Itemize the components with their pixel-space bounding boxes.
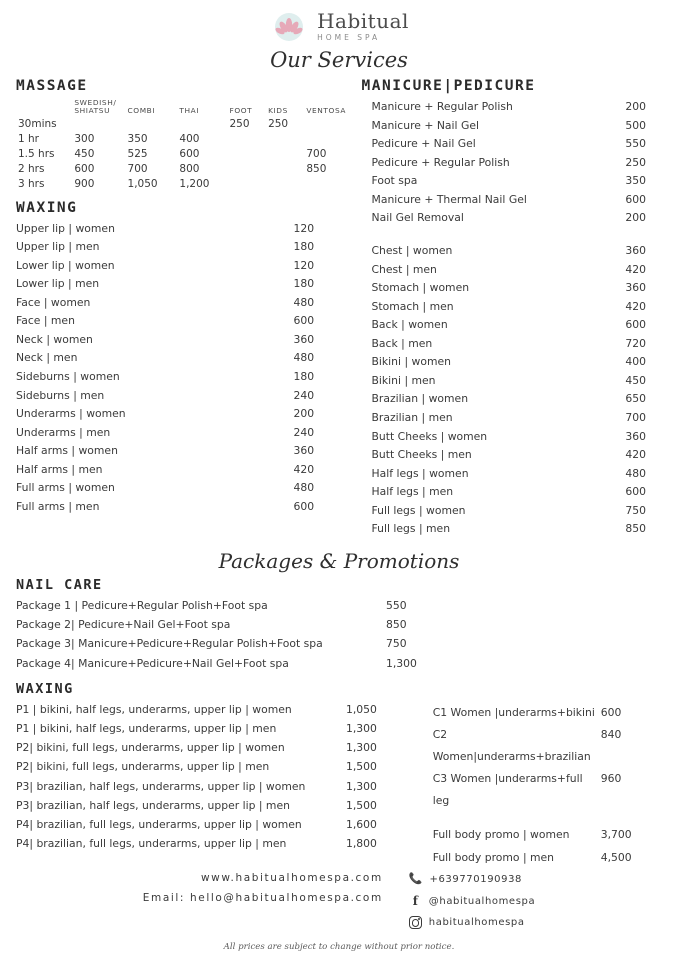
list-item [372, 390, 662, 409]
list-item [372, 353, 662, 372]
list-item [16, 349, 356, 368]
service-name: Bikini | women [371, 355, 451, 369]
list-item [16, 834, 433, 853]
list-item [372, 261, 662, 280]
service-price: 180 [293, 277, 315, 291]
facebook-line [409, 890, 535, 913]
phone-number[interactable]: +639770190938 [429, 874, 523, 886]
nail-care-heading: NAIL CARE [16, 576, 103, 593]
list-item [433, 724, 662, 768]
instagram-line [409, 913, 535, 932]
package-name: P2| bikini, full legs, underarms, upper lip | women [16, 741, 285, 755]
massage-table [16, 97, 356, 192]
table-row [16, 132, 356, 147]
list-item [372, 316, 662, 335]
cell-kids [266, 132, 304, 147]
service-name: Sideburns | men [16, 388, 105, 402]
service-price: 180 [293, 370, 315, 384]
service-name: Face | men [16, 314, 75, 328]
list-item [372, 465, 662, 484]
service-price: 200 [625, 211, 646, 225]
service-name: Half arms | men [16, 462, 103, 476]
package-price: 1,300 [346, 721, 377, 735]
service-name: Chest | women [371, 243, 453, 257]
list-item [372, 98, 662, 117]
facebook-icon: f [412, 894, 418, 909]
list-item [372, 409, 662, 428]
service-price: 480 [625, 466, 646, 480]
cell-thai: 1,200 [179, 178, 210, 191]
cell-kids [266, 162, 304, 177]
service-price: 550 [625, 137, 646, 151]
service-price: 600 [625, 485, 646, 499]
service-name: Full arms | men [16, 499, 100, 513]
service-name: Manicure + Nail Gel [371, 118, 479, 132]
service-name: Back | men [371, 336, 433, 350]
waxing-right-list [362, 242, 662, 539]
service-name: Nail Gel Removal [371, 211, 464, 225]
list-item [16, 738, 433, 757]
list-item [372, 520, 662, 539]
service-name: Butt Cheeks | men [371, 448, 472, 462]
package-name: P4| brazilian, full legs, underarms, upper lip | men [16, 837, 287, 851]
package-price: 1,500 [346, 760, 377, 774]
service-price: 360 [625, 243, 646, 257]
service-price: 720 [625, 336, 646, 350]
service-name: Neck | women [16, 332, 93, 346]
package-price: 850 [386, 618, 407, 632]
list-item [16, 796, 433, 815]
cell-combi: 700 [127, 163, 148, 176]
promo-price: 3,700 [600, 828, 632, 842]
cell-kids [266, 147, 304, 162]
package-price: 1,800 [346, 837, 377, 851]
package-name: P3| brazilian, half legs, underarms, upper lip | women [16, 779, 306, 793]
service-price: 650 [625, 392, 646, 406]
list-item [372, 446, 662, 465]
list-item [16, 312, 356, 331]
cell-swedish: 900 [74, 178, 95, 191]
services-columns [0, 78, 678, 539]
service-price: 250 [625, 155, 646, 169]
service-name: Pedicure + Nail Gel [371, 137, 476, 151]
package-price: 1,050 [346, 702, 377, 716]
list-item [372, 372, 662, 391]
list-item [433, 768, 662, 812]
combo-name: C3 Women |underarms+full leg [432, 772, 583, 808]
list-item [372, 428, 662, 447]
cell-foot [227, 147, 266, 162]
cell-foot: 250 [229, 118, 250, 131]
table-row [16, 177, 356, 192]
list-item [372, 298, 662, 317]
waxing-left-list [16, 220, 356, 517]
duration-label: 1.5 hrs [18, 148, 55, 161]
package-name: P1 | bikini, half legs, underarms, upper lip | men [16, 721, 277, 735]
list-item [16, 498, 356, 517]
service-name: Upper lip | women [16, 221, 115, 235]
email-text[interactable]: Email: hello@habitualhomespa.com [142, 892, 383, 905]
combo-name: C2 Women|underarms+brazilian [432, 727, 591, 763]
list-item [372, 209, 662, 228]
cell-combi: 1,050 [127, 178, 158, 191]
list-item [16, 461, 356, 480]
promo-price: 4,500 [600, 850, 632, 864]
list-item [16, 387, 356, 406]
service-price: 750 [625, 503, 646, 517]
right-column [356, 78, 662, 539]
cell-ventosa [304, 132, 355, 147]
cell-foot [227, 132, 266, 147]
list-item [372, 502, 662, 521]
service-name: Full legs | women [371, 503, 466, 517]
list-item [16, 294, 356, 313]
duration-label: 30mins [18, 118, 57, 131]
duration-label: 3 hrs [18, 178, 45, 191]
service-name: Upper lip | men [16, 240, 100, 254]
list-item [16, 479, 356, 498]
list-item [16, 368, 356, 387]
package-name: P4| brazilian, full legs, underarms, upper lip | women [16, 817, 302, 831]
cell-thai: 600 [179, 148, 200, 161]
package-name: Package 4| Manicure+Pedicure+Nail Gel+Foot spa [16, 656, 289, 670]
combo-promo-list [433, 700, 662, 869]
list-item [16, 596, 662, 615]
page-title: Our Services [270, 48, 408, 72]
service-price: 420 [625, 299, 646, 313]
service-price: 600 [293, 314, 315, 328]
list-item [16, 275, 356, 294]
col-thai: THAI [179, 106, 200, 116]
service-price: 120 [293, 221, 315, 235]
footer-contact-left [143, 869, 383, 909]
waxing-packages-heading: WAXING [16, 680, 74, 697]
list-item [16, 405, 356, 424]
list-item [16, 700, 433, 719]
list-item [16, 238, 356, 257]
service-name: Lower lip | men [16, 277, 100, 291]
service-name: Sideburns | women [16, 370, 120, 384]
service-name: Butt Cheeks | women [371, 429, 488, 443]
package-price: 1,300 [346, 741, 377, 755]
cell-ventosa: 700 [306, 148, 327, 161]
service-name: Underarms | men [16, 425, 111, 439]
service-price: 360 [293, 444, 315, 458]
service-price: 180 [293, 240, 315, 254]
cell-foot [227, 162, 266, 177]
service-name: Face | women [16, 295, 91, 309]
list-item [372, 242, 662, 261]
service-name: Brazilian | men [371, 411, 453, 424]
service-price: 450 [625, 373, 646, 387]
list-item [16, 777, 433, 796]
service-name: Underarms | women [16, 407, 126, 421]
service-name: Full arms | women [16, 481, 115, 495]
list-item [16, 442, 356, 461]
list-item [16, 757, 433, 776]
manicure-pedicure-list [362, 98, 662, 228]
left-column [16, 78, 356, 539]
service-price: 350 [625, 174, 646, 188]
cell-foot [227, 177, 266, 192]
service-price: 360 [625, 281, 646, 295]
cell-swedish: 300 [74, 133, 95, 146]
service-name: Neck | men [16, 351, 78, 365]
service-name: Manicure + Thermal Nail Gel [371, 192, 527, 206]
cell-ventosa [304, 117, 355, 132]
service-price: 360 [293, 332, 315, 346]
brand-header [0, 0, 678, 72]
combo-price: 600 [600, 705, 622, 719]
table-row [16, 162, 356, 177]
service-price: 420 [625, 262, 646, 276]
service-price: 420 [293, 462, 315, 476]
service-name: Full legs | men [371, 522, 451, 536]
list-item [372, 117, 662, 136]
col-combi: COMBI [127, 106, 156, 116]
combo-price: 840 [600, 727, 622, 741]
cell-thai: 400 [179, 133, 200, 146]
service-name: Stomach | men [371, 299, 454, 313]
package-price: 550 [386, 598, 407, 612]
package-name: Package 1 | Pedicure+Regular Polish+Foot spa [16, 598, 268, 612]
cell-ventosa: 850 [306, 163, 327, 176]
table-row [16, 147, 356, 162]
cell-thai [177, 117, 227, 132]
list-item [16, 615, 662, 634]
package-price: 1,500 [346, 798, 377, 812]
service-name: Bikini | men [371, 373, 436, 387]
col-kids: KIDS [268, 106, 288, 116]
list-item [372, 279, 662, 298]
packages-section [0, 577, 678, 869]
cell-kids: 250 [268, 118, 289, 131]
service-price: 400 [625, 355, 646, 369]
list-item [372, 483, 662, 502]
table-header-row [16, 97, 356, 117]
list-item [16, 719, 433, 738]
service-price: 480 [293, 351, 315, 365]
service-price: 480 [293, 481, 315, 495]
footer [0, 869, 678, 952]
list-item [372, 172, 662, 191]
list-item [16, 424, 356, 443]
list-item [433, 702, 662, 724]
combo-name: C1 Women |underarms+bikini [432, 705, 595, 719]
list-item [16, 257, 356, 276]
waxing-package-list [16, 700, 433, 869]
combo-price: 960 [600, 772, 622, 786]
cell-swedish [72, 117, 125, 132]
cell-thai: 800 [179, 163, 200, 176]
list-item [372, 154, 662, 173]
service-name: Stomach | women [371, 281, 470, 295]
package-name: P1 | bikini, half legs, underarms, upper lip | women [16, 702, 292, 716]
service-price: 360 [625, 429, 646, 443]
list-item [16, 654, 662, 673]
service-name: Chest | men [371, 262, 437, 276]
package-name: Package 2| Pedicure+Nail Gel+Foot spa [16, 618, 231, 632]
service-name: Manicure + Regular Polish [371, 100, 513, 113]
service-name: Half legs | men [371, 485, 454, 499]
col-swedish-shiatsu: SWEDISH/ SHIATSU [74, 97, 117, 116]
cell-combi: 350 [127, 133, 148, 146]
footer-contact-right [409, 869, 535, 932]
package-price: 1,300 [346, 779, 377, 793]
package-name: Package 3| Manicure+Pedicure+Regular Polish+Foot spa [16, 637, 323, 651]
duration-label: 1 hr [18, 133, 39, 146]
col-ventosa: VENTOSA [306, 106, 347, 116]
service-price: 240 [293, 425, 315, 439]
package-name: P2| bikini, full legs, underarms, upper lip | men [16, 760, 270, 774]
cell-ventosa [304, 177, 355, 192]
cell-swedish: 450 [74, 148, 95, 161]
package-price: 1,600 [346, 817, 377, 831]
service-price: 240 [293, 388, 315, 402]
service-name: Pedicure + Regular Polish [371, 155, 510, 169]
service-price: 600 [625, 318, 646, 332]
promo-name: Full body promo | women [432, 828, 570, 842]
instagram-handle[interactable]: habitualhomespa [428, 917, 525, 928]
massage-heading: MASSAGE [16, 78, 88, 94]
cell-combi: 525 [127, 148, 148, 161]
disclaimer-text: All prices are subject to change without prior notice. [223, 942, 455, 952]
table-row [16, 117, 356, 132]
brand-subtitle: HOME SPA [317, 32, 381, 42]
manicure-pedicure-heading: MANICURE|PEDICURE [361, 78, 536, 94]
list-item [372, 335, 662, 354]
list-item [372, 135, 662, 154]
list-item [433, 847, 662, 869]
cell-combi [126, 117, 178, 132]
list-item [16, 815, 433, 834]
phone-line [409, 869, 535, 890]
service-price: 420 [625, 448, 646, 462]
package-price: 750 [386, 637, 407, 651]
service-price: 500 [625, 118, 646, 132]
service-name: Foot spa [371, 174, 418, 188]
instagram-icon [409, 916, 422, 929]
service-price: 850 [625, 522, 646, 536]
list-item [16, 331, 356, 350]
service-price: 120 [293, 258, 315, 272]
waxing-packages-section [16, 700, 662, 869]
service-price: 200 [625, 100, 646, 113]
service-price: 600 [625, 192, 646, 206]
list-item [16, 220, 356, 239]
phone-icon: 📞 [408, 872, 423, 886]
brand-name: Habitual [317, 8, 409, 33]
service-name: Lower lip | women [16, 258, 115, 272]
duration-label: 2 hrs [18, 163, 45, 176]
service-name: Brazilian | women [371, 392, 469, 406]
service-price: 200 [293, 407, 315, 421]
service-name: Half arms | women [16, 444, 118, 458]
list-item [433, 824, 662, 846]
list-item [372, 191, 662, 210]
packages-title: Packages & Promotions [218, 548, 460, 573]
service-name: Back | women [371, 318, 448, 332]
service-name: Half legs | women [371, 466, 469, 480]
package-name: P3| brazilian, half legs, underarms, upper lip | men [16, 798, 290, 812]
waxing-left-heading: WAXING [16, 199, 78, 216]
cell-swedish: 600 [74, 163, 95, 176]
facebook-handle[interactable]: @habitualhomespa [428, 896, 536, 908]
service-price: 700 [625, 411, 646, 424]
list-item [16, 634, 662, 653]
cell-kids [266, 177, 304, 192]
website-text[interactable]: www.habitualhomespa.com [200, 872, 383, 885]
lotus-flower-icon [269, 6, 309, 46]
service-price: 600 [293, 499, 315, 513]
promo-name: Full body promo | men [432, 850, 555, 864]
nail-care-package-list [16, 596, 662, 673]
package-price: 1,300 [386, 656, 417, 670]
service-price: 480 [293, 295, 315, 309]
col-foot: FOOT [229, 106, 253, 116]
